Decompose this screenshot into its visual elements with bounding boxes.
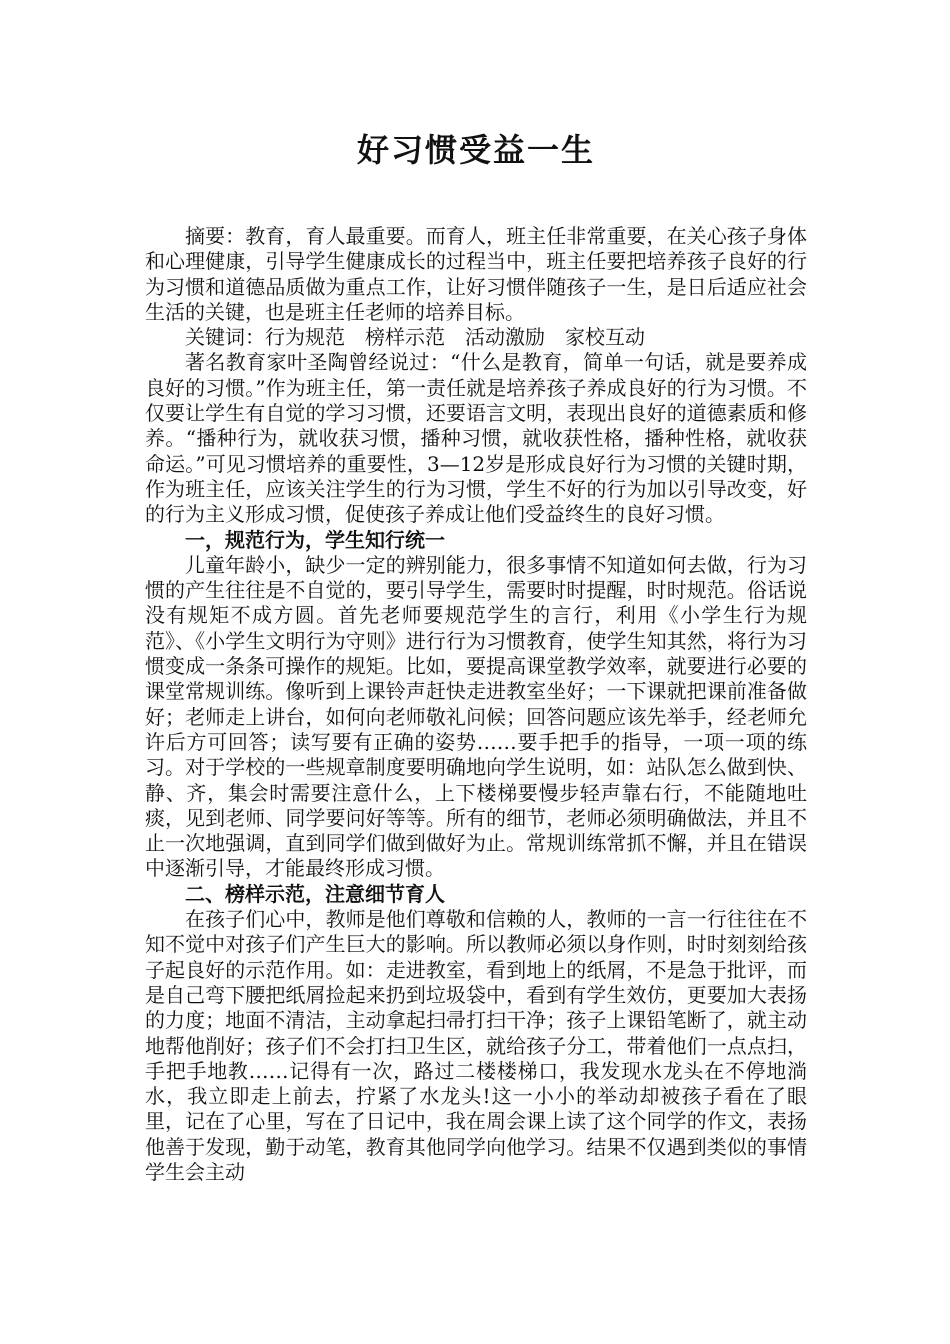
document-title: 好习惯受益一生 [356, 131, 595, 169]
section-body-2: 在孩子们心中，教师是他们尊敬和信赖的人，教师的一言一行往往在不知不觉中对孩子们产生巨大的影响。所以教师必须以身作则，时时刻刻给孩子起良好的示范作用。如：走进教室，看到地上的纸屑，不是急于批评，而是自己弯下腰把纸屑捡起来扔到垃圾袋中，看到有学生效仿，更要加大表扬的力度；地面不清洁，主动拿起扫帚打扫干净；孩子上课铅笔断了，就主动地帮他削好；孩子们不会打扫卫生区，就给孩子分工，带着他们一点点扫，手把手地教……记得有一次，路过二楼楼梯口，我发现水龙头在不停地淌水，我立即走上前去，拧紧了水龙头!这一小小的举动却被孩子看在了眼里，记在了心里，写在了日记中，我在周会课上读了这个同学的作文，表扬他善于发现，勤于动笔，教育其他同学向他学习。结果不仅遇到类似的事情学生会主动 [145, 907, 807, 1184]
section-body-1: 儿童年龄小，缺少一定的辨别能力，很多事情不知道如何去做，行为习惯的产生往往是不自觉的，要引导学生，需要时时提醒，时时规范。俗话说没有规矩不成方圆。首先老师要规范学生的言行，利用《小学生行为规范》、《小学生文明行为守则》进行行为习惯教育，使学生知其然，将行为习惯变成一条条可操作的规矩。比如，要提高课堂教学效率，就要进行必要的课堂常规训练。像听到上课铃声赶快走进教室坐好；一下课就把课前准备做好；老师走上讲台，如何向老师敬礼问候；回答问题应该先举手，经老师允许后方可回答；读写要有正确的姿势……要手把手的指导，一项一项的练习。对于学校的一些规章制度要明确地向学生说明，如：站队怎么做到快、静、齐，集会时需要注意什么，上下楼梯要慢步轻声靠右行，不能随地吐痰，见到老师、同学要问好等等。所有的细节，老师必须明确做法，并且不止一次地强调，直到同学们做到做好为止。常规训练常抓不懈，并且在错误中逐渐引导，才能最终形成习惯。 [145, 552, 807, 881]
abstract-paragraph: 摘要：教育，育人最重要。而育人，班主任非常重要，在关心孩子身体和心理健康，引导学生健康成长的过程当中，班主任要把培养孩子良好的行为习惯和道德品质做为重点工作，让好习惯伴随孩子一生，是日后适应社会生活的关键，也是班主任老师的培养目标。 [145, 224, 807, 324]
intro-paragraph: 著名教育家叶圣陶曾经说过：“什么是教育，简单一句话，就是要养成良好的习惯。”作为班主任，第一责任就是培养孩子养成良好的行为习惯。不仅要让学生有自觉的学习习惯，还要语言文明，表现出良好的道德素质和修养。“播种行为，就收获习惯，播种习惯，就收获性格，播种性格，就收获命运。”可见习惯培养的重要性，3—12岁是形成良好行为习惯的关键时期，作为班主任，应该关注学生的行为习惯，学生不好的行为加以引导改变，好的行为主义形成习惯，促使孩子养成让他们受益终生的良好习惯。 [145, 350, 807, 527]
section-heading-1: 一，规范行为，学生知行统一 [185, 527, 445, 552]
section-heading-2: 二、榜样示范，注意细节育人 [185, 881, 445, 906]
keywords-paragraph: 关键词：行为规范 榜样示范 活动激励 家校互动 [185, 325, 645, 350]
document-body [145, 224, 807, 1185]
